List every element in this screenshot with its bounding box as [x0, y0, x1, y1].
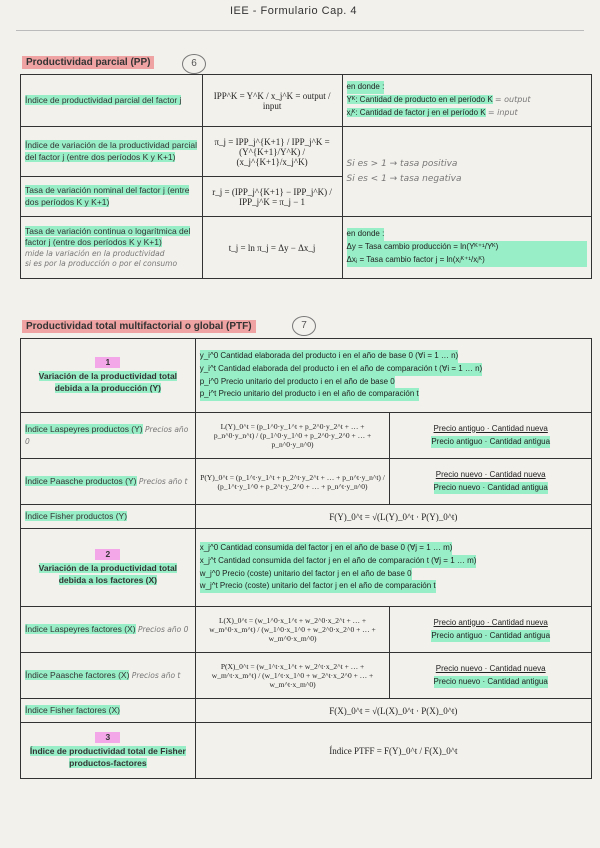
pp-hand-notes	[342, 127, 592, 217]
pp-label-text: Índice de variación de la productividad parcial del factor j (entre dos períodos K y K+1)	[25, 140, 197, 162]
laspeyres-x-formula: L(X)_0^t = (w_1^0·x_1^t + w_2^0·x_2^t + … + w_m^0·x_m^t) / (w_1^0·x_1^0 + w_2^0·x_2^0 + … + w_m^0·x_m^0)	[195, 607, 390, 653]
table-row	[21, 339, 592, 413]
fisher-y-label	[21, 505, 196, 529]
hand-note-negative: Si es < 1 → tasa negativa	[346, 173, 462, 184]
laspeyres-x-hand: Precios año 0	[137, 624, 189, 634]
paasche-x-label	[21, 653, 196, 699]
laspeyres-x-den: Precio antiguo · Cantidad antigua	[431, 630, 550, 643]
table-row	[21, 127, 592, 177]
laspeyres-x-label	[21, 607, 196, 653]
block1-label-text: Variación de la productividad total debida a la producción (Y)	[38, 371, 178, 393]
section-title-pp: Productividad parcial (PP)	[22, 56, 154, 69]
laspeyres-y-label	[21, 413, 196, 459]
pp-row-label	[21, 217, 203, 279]
pp-right-notes-a	[342, 75, 592, 127]
badge-2: 2	[95, 549, 120, 560]
table-row	[21, 459, 592, 505]
paasche-x-den: Precio nuevo · Cantidad antigua	[434, 676, 548, 689]
laspeyres-y-hand: Precios año 0	[25, 425, 189, 446]
paasche-x-desc	[390, 653, 592, 699]
block3-label-text: Índice de productividad total de Fisher productos-factores	[29, 746, 186, 768]
ptf-block2-label	[21, 529, 196, 607]
donde-label-b: en donde :	[347, 228, 385, 241]
pp-row-label	[21, 127, 203, 177]
def-yk	[347, 94, 588, 107]
def-xt: x_j^t Cantidad consumida del factor j en el año de comparación t (∀j = 1 … m)	[200, 555, 477, 568]
pp-row-formula: r_j = (IPP_j^{K+1} − IPP_j^K) / IPP_j^K = π_j − 1	[202, 177, 342, 217]
def-dy: Δy = Tasa cambio producción = ln(Yᴷ⁺¹/Yᴷ)	[347, 241, 588, 254]
paasche-y-desc	[390, 459, 592, 505]
paasche-y-hand: Precios año t	[138, 476, 188, 486]
def-xk-text: xⱼᴷ: Cantidad de factor j en el período K	[346, 107, 486, 117]
section-title-ptf: Productividad total multifactorial o global (PTF)	[22, 320, 256, 333]
ptf-block2-defs	[195, 529, 591, 607]
ptf-block3-label	[21, 723, 196, 779]
pp-label-text: Tasa de variación nominal del factor j (entre dos períodos K y K+1)	[25, 185, 190, 207]
paasche-x-text: Índice Paasche factores (X)	[25, 669, 130, 680]
table-row	[21, 653, 592, 699]
table-row	[21, 505, 592, 529]
pp-row-formula: t_j = ln π_j = Δy − Δx_j	[202, 217, 342, 279]
def-w0: w_j^0 Precio (coste) unitario del factor j en el año de base 0	[200, 568, 412, 581]
ptf-table	[20, 338, 592, 779]
table-row	[21, 217, 592, 279]
pp-table	[20, 74, 592, 279]
table-row	[21, 529, 592, 607]
def-yk-text: Yᴷ: Cantidad de producto en el período K	[346, 95, 493, 105]
table-row	[21, 75, 592, 127]
def-wt: w_j^t Precio (coste) unitario del factor j en el año de comparación t	[200, 580, 436, 593]
hand-note-si-es: si es por la producción o por el consumo	[25, 258, 178, 268]
pp-row-formula: IPP^K = Y^K / x_j^K = output / input	[202, 75, 342, 127]
hand-note-mide: mide la variación en la productividad	[25, 248, 165, 258]
table-row	[21, 607, 592, 653]
paasche-y-num: Precio nuevo · Cantidad nueva	[435, 469, 546, 479]
paasche-y-text: Índice Paasche productos (Y)	[25, 475, 137, 486]
fisher-y-text: Índice Fisher productos (Y)	[25, 510, 128, 521]
ptf-block1-label	[21, 339, 196, 413]
header-divider	[16, 30, 584, 31]
table-row	[21, 413, 592, 459]
def-yk-hand: = output	[494, 95, 531, 105]
ptf-block1-defs	[195, 339, 591, 413]
hand-note-positive: Si es > 1 → tasa positiva	[346, 159, 458, 170]
laspeyres-x-text: Índice Laspeyres factores (X)	[25, 623, 136, 634]
laspeyres-y-den: Precio antiguo · Cantidad antigua	[431, 436, 550, 449]
fisher-y-formula: F(Y)_0^t = √(L(Y)_0^t · P(Y)_0^t)	[195, 505, 591, 529]
pp-row-label	[21, 75, 203, 127]
table-row	[21, 699, 592, 723]
paasche-y-den: Precio nuevo · Cantidad antigua	[434, 482, 548, 495]
def-pt: p_i^t Precio unitario del producto i en el año de comparación t	[200, 388, 419, 401]
laspeyres-y-num: Precio antiguo · Cantidad nueva	[433, 423, 548, 433]
fisher-x-text: Índice Fisher factores (X)	[25, 704, 120, 715]
paasche-x-num: Precio nuevo · Cantidad nueva	[435, 663, 546, 673]
section-number-pp: 6	[182, 54, 206, 74]
pp-row-formula: π_j = IPP_j^{K+1} / IPP_j^K = (Y^{K+1}/Y^K) / (x_j^{K+1}/x_j^K)	[202, 127, 342, 177]
paasche-x-hand: Precios año t	[131, 670, 181, 680]
ptff-formula: Índice PTFF = F(Y)_0^t / F(X)_0^t	[195, 723, 591, 779]
pp-label-text: Índice de productividad parcial del factor j	[25, 94, 182, 105]
def-xk	[347, 107, 588, 120]
def-xk-hand: = input	[487, 107, 518, 117]
paasche-x-formula: P(X)_0^t = (w_1^t·x_1^t + w_2^t·x_2^t + … + w_m^t·x_m^t) / (w_1^t·x_1^0 + w_2^t·x_2^0 + … + w_m^t·x_m^0)	[195, 653, 390, 699]
pp-row-label	[21, 177, 203, 217]
laspeyres-y-desc	[390, 413, 592, 459]
laspeyres-y-text: Índice Laspeyres productos (Y)	[25, 424, 143, 435]
def-yt: y_i^t Cantidad elaborada del producto i en el año de comparación t (∀i = 1 … n)	[200, 363, 483, 376]
pp-right-notes-b	[342, 217, 592, 279]
laspeyres-x-num: Precio antiguo · Cantidad nueva	[433, 617, 548, 627]
paasche-y-label	[21, 459, 196, 505]
fisher-x-label	[21, 699, 196, 723]
block2-label-text: Variación de la productividad total debida a los factores (X)	[38, 563, 178, 585]
badge-3: 3	[95, 732, 120, 743]
laspeyres-x-desc	[390, 607, 592, 653]
fisher-x-formula: F(X)_0^t = √(L(X)_0^t · P(X)_0^t)	[195, 699, 591, 723]
page-title: IEE - Formulario Cap. 4	[230, 5, 358, 17]
def-x0: x_j^0 Cantidad consumida del factor j en el año de base 0 (∀j = 1 … m)	[200, 542, 453, 555]
donde-label-a: en donde :	[347, 81, 385, 94]
paasche-y-formula: P(Y)_0^t = (p_1^t·y_1^t + p_2^t·y_2^t + … + p_n^t·y_n^t) / (p_1^t·y_1^0 + p_2^t·y_2^0 + … + p_n^t·y_n^0)	[195, 459, 390, 505]
laspeyres-y-formula: L(Y)_0^t = (p_1^0·y_1^t + p_2^0·y_2^t + … + p_n^0·y_n^t) / (p_1^0·y_1^0 + p_2^0·y_2^0 + … + p_n^0·y_n^0)	[195, 413, 390, 459]
def-p0: p_i^0 Precio unitario del producto i en el año de base 0	[200, 376, 395, 389]
table-row	[21, 723, 592, 779]
pp-label-text: Tasa de variación continua o logarítmica del factor j (entre dos períodos K y K+1)	[25, 225, 191, 248]
section-number-ptf: 7	[292, 316, 316, 336]
def-y0: y_i^0 Cantidad elaborada del producto i en el año de base 0 (∀i = 1 … n)	[200, 350, 459, 363]
badge-1: 1	[95, 357, 120, 368]
def-dx: Δxⱼ = Tasa cambio factor j = ln(xⱼᴷ⁺¹/xⱼᴷ)	[347, 254, 588, 267]
